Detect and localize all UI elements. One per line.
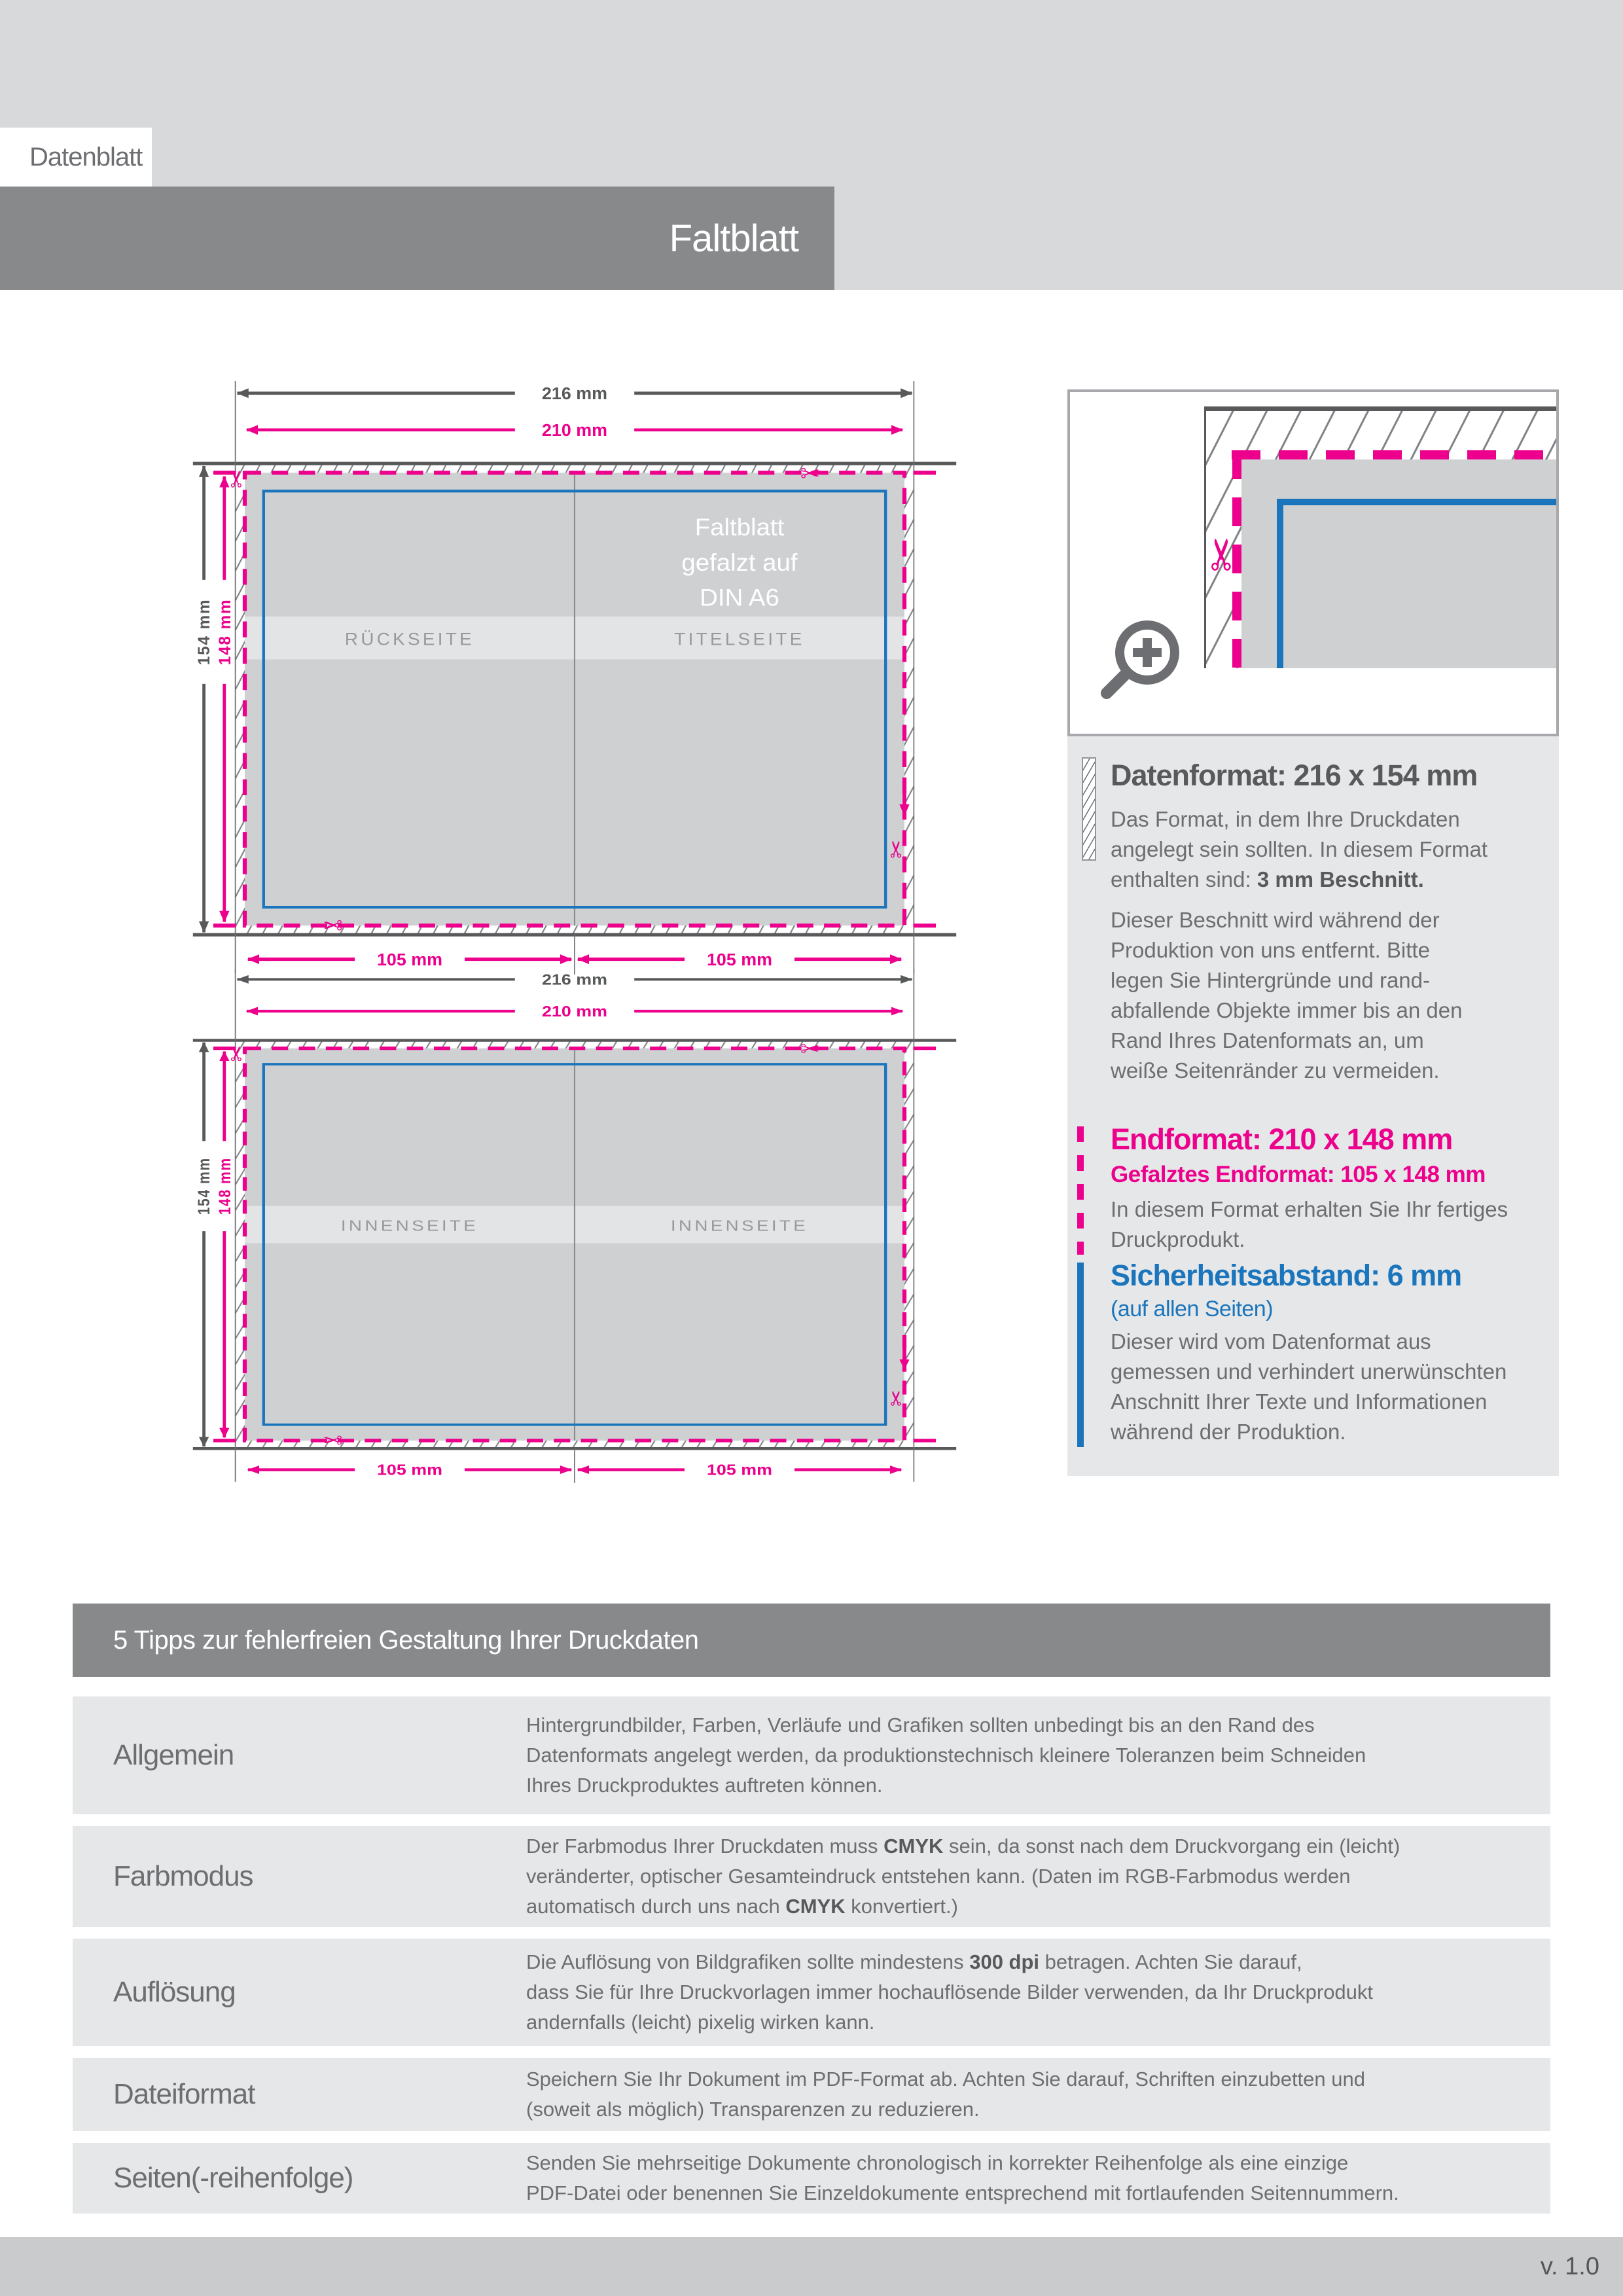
- tip-text-line: Hintergrundbilder, Farben, Verläufe und Grafiken sollten unbedingt bis an den Rand des: [526, 1713, 1315, 1736]
- fold-note-line3: DIN A6: [700, 584, 779, 612]
- fold-note-line1: Faltblatt: [694, 514, 785, 541]
- dimension-fold-left: [248, 1462, 571, 1479]
- tip-text-line: konvertiert.): [845, 1895, 958, 1918]
- format-info-panel: [1067, 736, 1559, 1476]
- tip-text: [526, 2143, 1550, 2214]
- tip-row-seitenreihenfolge: [73, 2143, 1550, 2214]
- dimension-width-outer: [237, 971, 912, 988]
- footer-bar: [0, 2237, 1623, 2296]
- bleed-zoom-detail-box: [1067, 389, 1559, 736]
- back-page-label: RÜCKSEITE: [344, 628, 475, 649]
- inner-page-right-label: INNENSEITE: [670, 1217, 809, 1234]
- tip-text-line: Ihres Druckproduktes auftreten können.: [526, 1774, 883, 1797]
- bleed-note-line: Dieser Beschnitt wird während der: [1111, 908, 1440, 932]
- svg-text:148 mm: 148 mm: [216, 598, 234, 666]
- bleed-note-line: Produktion von uns entfernt. Bitte: [1111, 938, 1430, 962]
- endformat-title: Endformat: 210 x 148 mm: [1111, 1122, 1453, 1156]
- cmyk-term: CMYK: [883, 1835, 944, 1857]
- endformat-line: Druckprodukt.: [1111, 1227, 1245, 1251]
- diagram-outer-pages: [182, 372, 967, 984]
- datenformat-line: Das Format, in dem Ihre Druckdaten: [1111, 807, 1460, 831]
- svg-text:105 mm: 105 mm: [706, 1462, 773, 1479]
- product-title-bar: [0, 187, 834, 290]
- tip-text-line: Die Auflösung von Bildgrafiken sollte mindestens: [526, 1950, 970, 1973]
- tip-text-line: Der Farbmodus Ihrer Druckdaten muss: [526, 1835, 884, 1857]
- endformat-line: In diesem Format erhalten Sie Ihr fertiges: [1111, 1197, 1508, 1221]
- page-area: [1241, 459, 1556, 668]
- datenformat-line: [1111, 865, 1424, 895]
- dimension-fold-right: [578, 1462, 901, 1479]
- product-title: Faltblatt: [669, 217, 798, 260]
- dimension-width-outer: [237, 384, 912, 403]
- scissors-icon: ✂: [323, 1429, 343, 1452]
- svg-text:210 mm: 210 mm: [541, 420, 608, 440]
- safety-rule-icon: [1077, 1263, 1084, 1447]
- datenformat-line-normal: enthalten sind:: [1111, 867, 1257, 891]
- cmyk-term: CMYK: [785, 1895, 846, 1918]
- sicherheit-line: während der Produktion.: [1111, 1420, 1346, 1444]
- magnifier-plus-icon: [1107, 625, 1175, 693]
- sicherheit-line: Dieser wird vom Datenformat aus: [1111, 1329, 1431, 1354]
- bleed-note-line: weiße Seitenränder zu vermeiden.: [1111, 1058, 1440, 1083]
- doc-type-label: Datenblatt: [29, 142, 143, 171]
- bleed-note-line: Rand Ihres Datenformats an, um: [1111, 1028, 1424, 1052]
- scissors-icon: ✂: [800, 1037, 821, 1061]
- tip-row-dateiformat: [73, 2058, 1550, 2131]
- sicherheitsabstand-title: Sicherheitsabstand: 6 mm: [1111, 1259, 1462, 1292]
- tip-row-aufloesung: [73, 1939, 1550, 2046]
- dimension-height-trim: [215, 1052, 234, 1438]
- scissors-icon: ✂: [1197, 536, 1247, 573]
- version-label: v. 1.0: [1540, 2252, 1599, 2280]
- tip-text-line: Senden Sie mehrseitige Dokumente chronologisch in korrekter Reihenfolge als eine einzige: [526, 2151, 1349, 2174]
- tip-text: [526, 1826, 1550, 1927]
- dimension-height-trim: [217, 476, 234, 922]
- fold-note-line2: gefalzt auf: [681, 549, 798, 577]
- tips-banner: [73, 1604, 1550, 1677]
- tip-text-line: (soweit als möglich) Transparenzen zu reduzieren.: [526, 2098, 980, 2121]
- tip-text-line: Speichern Sie Ihr Dokument im PDF-Format ab. Achten Sie darauf, Schriften einzubetten und: [526, 2068, 1365, 2090]
- dimension-height-outer: [196, 466, 213, 932]
- scissors-icon: ✂: [800, 460, 821, 488]
- sicherheit-line: gemessen und verhindert unerwünschten: [1111, 1359, 1507, 1384]
- tip-label: Allgemein: [113, 1739, 234, 1771]
- tip-text: [526, 1696, 1550, 1814]
- svg-text:105 mm: 105 mm: [706, 950, 773, 969]
- tip-text-line: betragen. Achten Sie darauf,: [1039, 1950, 1302, 1973]
- datenformat-title: Datenformat: 216 x 154 mm: [1111, 759, 1478, 792]
- dimension-width-trim: [247, 420, 902, 440]
- scissors-icon: ✂: [883, 839, 911, 859]
- dimension-height-outer: [195, 1043, 213, 1446]
- tip-text: [526, 2058, 1550, 2131]
- tip-text-line: veränderter, optischer Gesamteindruck entstehen kann. (Daten im RGB-Farbmodus werden: [526, 1865, 1351, 1888]
- tip-text-line: sein, da sonst nach dem Druckvorgang ein (leicht): [943, 1835, 1400, 1857]
- tip-label: Auflösung: [113, 1976, 236, 2008]
- doc-type-badge: [0, 128, 152, 187]
- sicherheitsabstand-subtitle: (auf allen Seiten): [1111, 1297, 1274, 1321]
- bleed-amount: 3 mm Beschnitt.: [1257, 867, 1424, 891]
- tip-text-line: dass Sie für Ihre Druckvorlagen immer hochauflösende Bilder verwenden, da Ihr Druckprodukt: [526, 1981, 1374, 2003]
- crop-mark: [1204, 406, 1556, 411]
- title-page-label: TITELSEITE: [674, 628, 805, 649]
- tip-label: Seiten(-reihenfolge): [113, 2162, 353, 2194]
- tip-text-line: automatisch durch uns nach: [526, 1895, 786, 1918]
- tip-text-line: andernfalls (leicht) pixelig wirken kann.: [526, 2011, 875, 2034]
- svg-text:154 mm: 154 mm: [195, 598, 214, 666]
- sicherheit-line: Anschnitt Ihrer Texte und Informationen: [1111, 1390, 1488, 1414]
- tip-text: [526, 1939, 1550, 2046]
- trim-dash-icon: [1077, 1126, 1084, 1255]
- svg-text:210 mm: 210 mm: [541, 1003, 608, 1020]
- bleed-note-line: legen Sie Hintergründe und rand-: [1111, 968, 1430, 992]
- tip-row-allgemein: [73, 1696, 1550, 1814]
- diagram-inner-pages: [182, 961, 967, 1491]
- scissors-icon: ✂: [323, 912, 343, 940]
- tip-label: Dateiformat: [113, 2078, 255, 2110]
- tip-text-line: PDF-Datei oder benennen Sie Einzeldokumente entsprechend mit fortlaufenden Seitennummern.: [526, 2181, 1399, 2204]
- inner-page-left-label: INNENSEITE: [340, 1217, 479, 1234]
- tip-row-farbmodus: [73, 1826, 1550, 1927]
- datenformat-line: angelegt sein sollten. In diesem Format: [1111, 837, 1488, 861]
- scissors-icon: ✂: [223, 1045, 251, 1062]
- bleed-zoom-illustration: [1070, 392, 1556, 734]
- tips-banner-title: 5 Tipps zur fehlerfreien Gestaltung Ihrer Druckdaten: [113, 1625, 699, 1655]
- bleed-swatch-icon: [1082, 757, 1096, 861]
- svg-text:105 mm: 105 mm: [376, 1462, 443, 1479]
- svg-text:154 mm: 154 mm: [194, 1157, 213, 1215]
- svg-text:105 mm: 105 mm: [376, 950, 443, 969]
- endformat-subtitle: Gefalztes Endformat: 105 x 148 mm: [1111, 1162, 1486, 1187]
- scissors-icon: ✂: [882, 1390, 910, 1407]
- dimension-width-trim: [247, 1003, 902, 1020]
- bleed-note-line: abfallende Objekte immer bis an den: [1111, 998, 1463, 1022]
- scissors-icon: ✂: [223, 469, 251, 489]
- svg-text:216 mm: 216 mm: [541, 971, 608, 988]
- svg-text:148 mm: 148 mm: [215, 1157, 234, 1215]
- dpi-term: 300 dpi: [969, 1950, 1040, 1973]
- tip-label: Farbmodus: [113, 1860, 253, 1892]
- svg-text:216 mm: 216 mm: [541, 384, 608, 403]
- tip-text-line: Datenformats angelegt werden, da produktionstechnisch kleinere Toleranzen beim Schneiden: [526, 1744, 1366, 1767]
